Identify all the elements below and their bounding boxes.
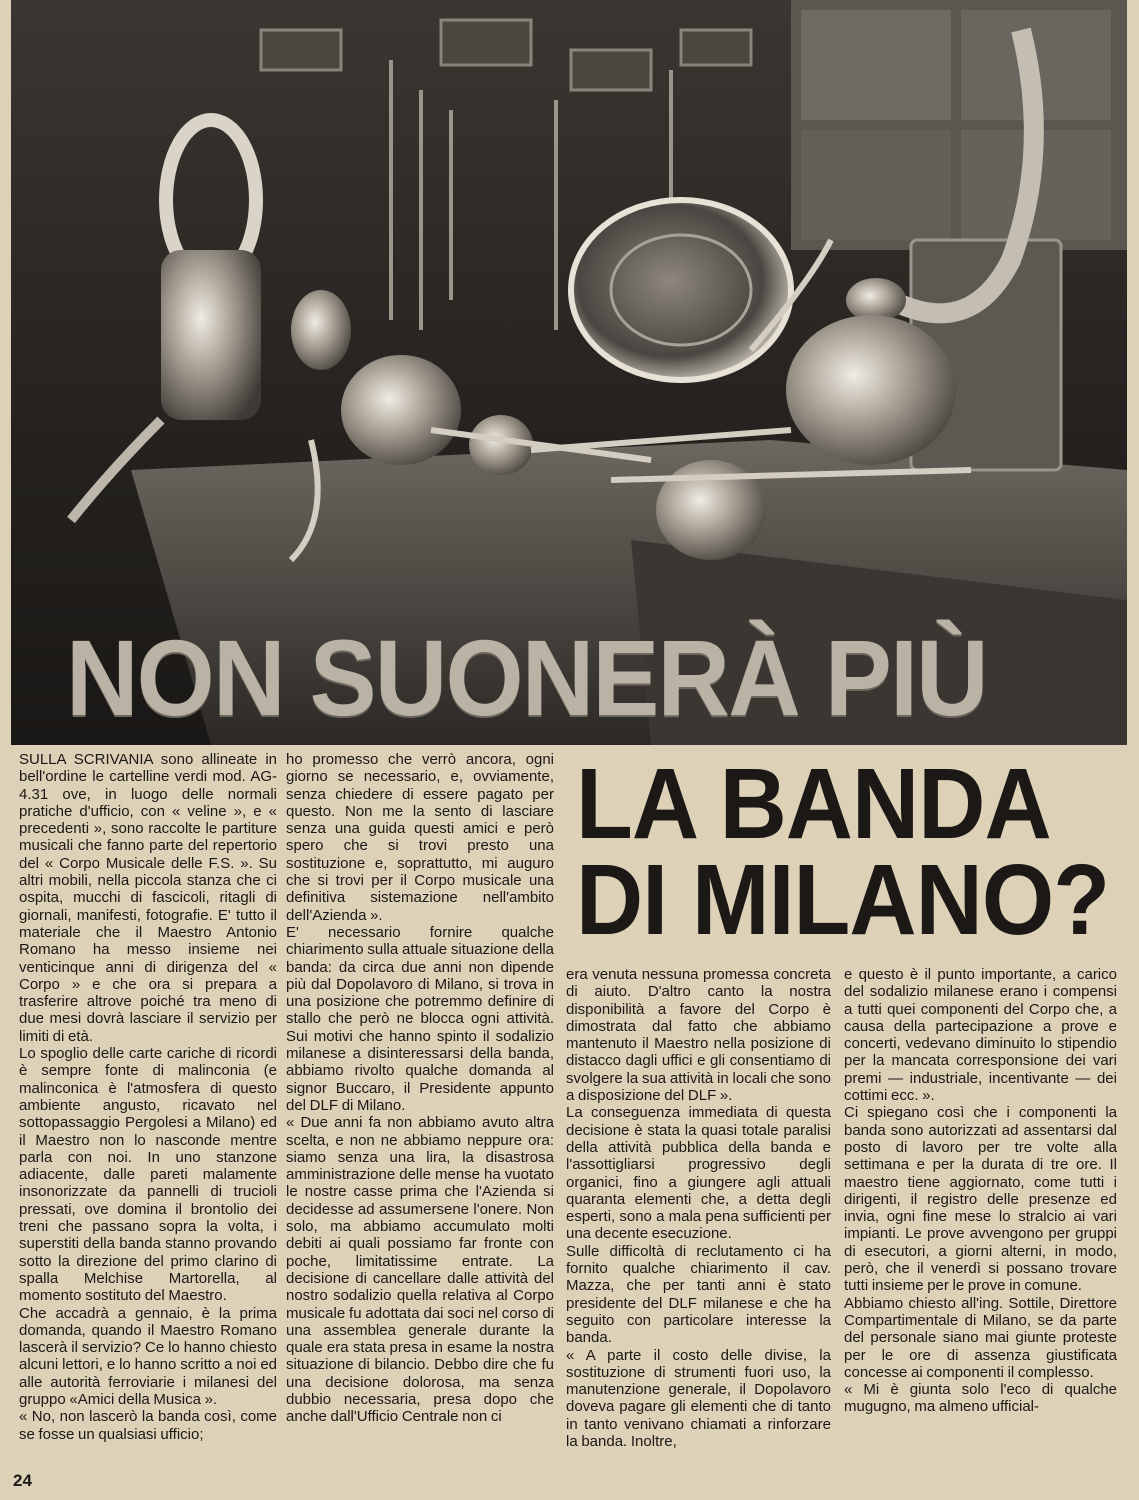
paragraph: « A parte il costo delle divise, la sostituzione di strumenti fuori uso, la manutenzione generale, il Dopolavoro doveva pagare gli elementi che di tanto in tanto venivano chiamati a rinforzare la banda. Inoltre, [566,1346,831,1451]
paragraph: era venuta nessuna promessa concreta di aiuto. D'altro canto la nostra disponibilità a favore del Corpo è dimostrata dal fatto che abbiamo mantenuto il Maestro nella posizione di distacco dagli uffici e gli consentiamo di svolgere la sua attività in locali che sono a disposizione del DLF ». [566,966,831,1105]
paragraph: « No, non lascerò la banda così, come se fosse un qualsiasi ufficio; [19,1408,277,1443]
paragraph: « Due anni fa non abbiamo avuto altra scelta, e non ne abbiamo neppure ora: siamo senza una lira, la disastrosa amministrazione delle mense ha vuotato le nostre casse prima che l'Azienda si decidesse ad assumersene l'onere. Non solo, ma abbiamo accumulato molti debiti ai quali possiamo far fronte con poche, limitatissime entrate. La decisione di cancellare dalle attività del nostro sodalizio quella relativa al Corpo musicale fu adottata dai soci nel corso di una assemblea generale durante la quale era stata presa in esame la nostra situazione di bilancio. Debbo dire che fu una decisione dolorosa, ma senza dubbio necessaria, presa dopo che anche dall'Ufficio Centrale non ci [286,1114,554,1426]
paragraph: Abbiamo chiesto all'ing. Sottile, Direttore Compartimentale di Milano, se da parte del personale siano mai giunte proteste per le ore di assenza giustificata concesse ai componenti il complesso. [844,1294,1117,1381]
paragraph: e questo è il punto importante, a carico del sodalizio milanese erano i compensi a tutti quei componenti del Corpo che, a causa della partecipazione a prove e concerti, vedevano diminuito lo stipendio per la mancata corresponsione dei vari premi — industriale, incentivante — dei cottimi ecc. ». [844,966,1117,1105]
paragraph: ho promesso che verrò ancora, ogni giorno se necessario, e, ovviamente, senza chiedere di essere pagato per questo. Non me la sento di lasciare senza una guida questi amici e però spero che si trovi presto una sostituzione e, soprattutto, mi auguro che si trovi per il Corpo musicale una definitiva sistemazione nell'ambito dell'Azienda ». [286,751,554,924]
headline-line-1: NON SUONERÀ PIÙ [66,617,987,738]
paragraph: « Mi è giunta solo l'eco di qualche mugugno, ma almeno ufficial- [844,1381,1117,1416]
paragraph: Che accadrà a gennaio, è la prima domanda, quando il Maestro Romano lascerà il servizio? Ce lo hanno chiesto alcuni lettori, e lo hanno scritto a noi ed alle autorità ferroviarie i milanesi del gruppo «Amici della Musica ». [19,1304,277,1408]
article-column-4 [844,966,1117,1466]
paragraph: SULLA SCRIVANIA sono allineate in bell'ordine le cartelline verdi mod. AG-4.31 ove, in luogo delle normali pratiche d'ufficio, con « veline », e « precedenti », sono raccolte le partiture musicali che fanno parte del repertorio del « Corpo Musicale delle F.S. ». Su altri mobili, nella piccola stanza che ci ospita, mucchi di fascicoli, ritagli di giornali, manifesti, fotografie. E' tutto il materiale che il Maestro Antonio Romano ha messo insieme nei venticinque anni di dirigenza del « Corpo » e che ora si prepara a trasferire altrove poiché tra meno di due mesi dovrà lasciare il servizio per limiti di età. [19,751,277,1045]
headline-line-2 [576,748,1110,956]
article-column-2 [286,751,554,1466]
paragraph: E' necessario fornire qualche chiarimento sulla attuale situazione della banda: da circa due anni non dipende più dal Dopolavoro di Milano, si trova in una posizione che potremmo definire di stallo che però ne blocca ogni attività. Sui motivi che hanno spinto il sodalizio milanese a disinteressarsi della banda, abbiamo rivolto qualche domanda al signor Buccaro, il Presidente appunto del DLF di Milano. [286,923,554,1114]
paragraph: Ci spiegano così che i componenti la banda sono autorizzati ad assentarsi dal posto di lavoro per tre volte alla settimana e per la durata di tre ore. Il maestro tiene aggiornato, come tutti i dirigenti, il registro delle presenze ed invia, ogni fine mese lo stralcio ai vari impianti. Le prove avvengono per gruppi di esecutori, a giorni alterni, in modo, però, che il venerdì si possano trovare tutti insieme per le prove in comune. [844,1104,1117,1295]
paragraph: La conseguenza immediata di questa decisione è stata la quasi totale paralisi della attività pubblica della banda e l'assottigliarsi progressivo degli organici, fino a giungere agli attuali quaranta elementi che, a detta degli esperti, sono a mala pena sufficienti per una decente esecuzione. [566,1104,831,1243]
page-number: 24 [13,1471,32,1490]
paragraph: Lo spoglio delle carte cariche di ricordi è sempre fonte di malinconia (e malinconica è l'atmosfera di questo ambiente angusto, ricavato nel sottopassaggio Pergolesi a Milano) ed il Maestro non lo nasconde mentre parla con noi. In uno stanzone adiacente, dalle pareti malamente insonorizzate da pannelli di trucioli pressati, ove domina il brontolio dei treni che passano sopra la volta, i superstiti della banda stanno provando sotto la direzione del primo clarino di spalla Melchise Martorella, al momento sostituto del Maestro. [19,1045,277,1305]
article-column-3 [566,966,831,1466]
article-column-1 [19,751,277,1466]
headline-line-2b: DI MILANO? [576,844,1110,956]
headline-line-2a: LA BANDA [576,748,1051,860]
paragraph: Sulle difficoltà di reclutamento ci ha fornito qualche chiarimento il cav. Mazza, che per tanti anni è stato presidente del DLF milanese e che ha seguito con particolare interesse la banda. [566,1242,831,1347]
